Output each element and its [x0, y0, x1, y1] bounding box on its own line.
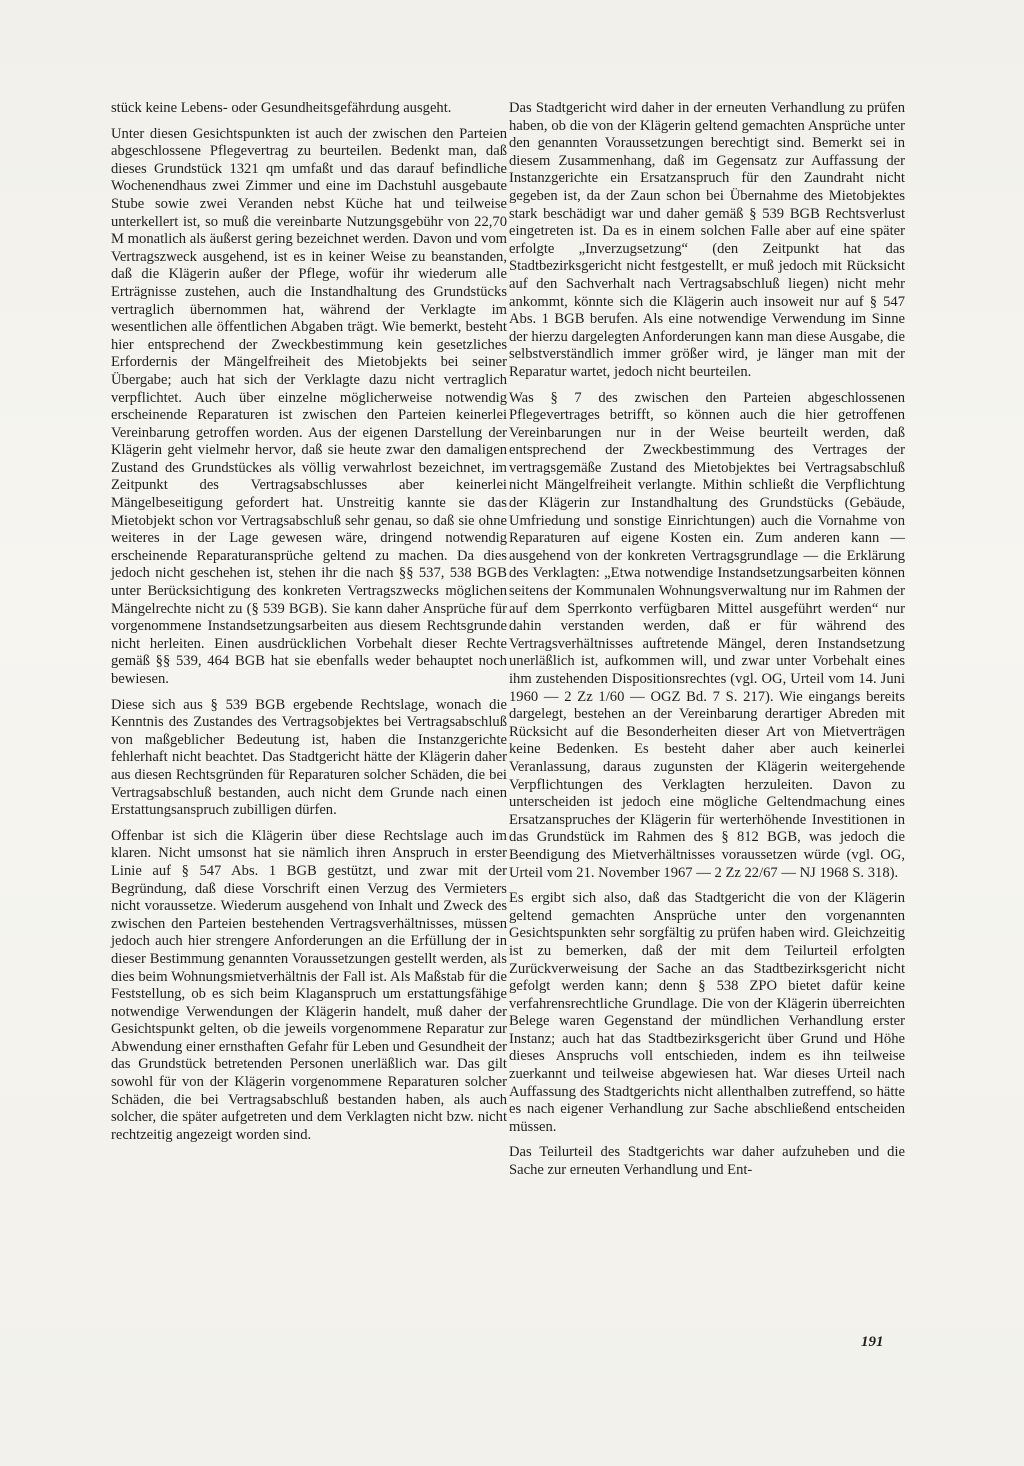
paragraph: Das Teilurteil des Stadtgerichts war daher aufzuheben und die Sache zur erneuten Verhandlung und Ent- — [509, 1144, 905, 1179]
paragraph: Was § 7 des zwischen den Parteien abgeschlossenen Pflegevertrages betrifft, so können auch die hier getroffenen Vereinbarungen nur in der Weise beurteilt werden, daß entsprechend der Zweckbestimmung des Vertrages der vertragsgemäße Zustand des Mietobjektes bei Vertragsabschluß nicht Mängelfreiheit verlangte. Mithin schließt die Verpflichtung der Klägerin zur Instandhaltung des Grundstücks (Gebäude, Umfriedung und sonstige Einrichtungen) auch die Vornahme von Reparaturen auf eigene Kosten ein. Zum anderen kann — ausgehend von der konkreten Vertragsgrundlage — die Erklärung des Verklagten: „Etwa notwendige Instandsetzungsarbeiten können seitens der Kommunalen Wohnungsverwaltung nur im Rahmen der auf dem Sperrkonto verfügbaren Mittel ausgeführt werden“ nur dahin verstanden werden, daß er für während des Vertragsverhältnisses auftretende Mängel, deren Instandsetzung unerläßlich ist, aufkommen will, und zwar unter Vorbehalt eines ihm zustehenden Dispositionsrechtes (vgl. OG, Urteil vom 14. Juni 1960 — 2 Zz 1/60 — OGZ Bd. 7 S. 217). Wie eingangs bereits dargelegt, bestehen an der Vereinbarung derartiger Abreden mit Rücksicht auf die Besonderheiten dieser Art von Mietverträgen keine Bedenken. Es besteht daher aber auch keinerlei Veranlassung, daraus zugunsten der Klägerin weitergehende Verpflichtungen des Verklagten herzuleiten. Davon zu unterscheiden ist jedoch eine mögliche Geltendmachung eines Ersatzanspruches der Klägerin für werterhöhende Investitionen in das Grundstück im Rahmen des § 812 BGB, was jedoch die Beendigung des Mietverhältnisses voraussetzen würde (vgl. OG, Urteil vom 21. November 1967 — 2 Zz 22/67 — NJ 1968 S. 318). — [509, 389, 905, 881]
paragraph: Das Stadtgericht wird daher in der erneuten Verhandlung zu prüfen haben, ob die von der Klägerin geltend gemachten Ansprüche unter den genannten Voraussetzungen berechtigt sind. Bemerkt sei in diesem Zusammenhang, daß im Gegensatz zur Auffassung der Instanzgerichte ein Ersatzanspruch für den Zaundraht nicht gegeben ist, da der Zaun schon bei Übernahme des Mietobjektes stark beschädigt war und daher gemäß § 539 BGB Rechtsverlust eingetreten ist. Da es in einem solchen Falle aber auf eine später erfolgte „Inverzugsetzung“ (den Zeitpunkt hat das Stadtbezirksgericht nicht festgestellt, er muß jedoch mit Rücksicht auf den Sachverhalt nach Vertragsabschluß liegen) nicht mehr ankommt, könnte sich die Klägerin auch insoweit nur auf § 547 Abs. 1 BGB berufen. Als eine notwendige Verwendung im Sinne der hierzu dargelegten Anforderungen kann man diese Ausgabe, die selbstverständlich immer größer wird, je länger man mit der Reparatur wartet, jedoch nicht beurteilen. — [509, 100, 905, 380]
paragraph: Unter diesen Gesichtspunkten ist auch der zwischen den Parteien abgeschlossene Pflegevertrag zu beurteilen. Bedenkt man, daß dieses Grundstück 1321 qm umfaßt und das darauf befindliche Wochenendhaus zwei Zimmer und eine im Dachstuhl ausgebaute Stube sowie zwei Veranden nebst Küche hat und teilweise unterkellert ist, so muß die vereinbarte Nutzungsgebühr von 22,70 M monatlich als äußerst gering bezeichnet werden. Davon und vom Vertragszweck ausgehend, ist es in keiner Weise zu beanstanden, daß die Klägerin außer der Pflege, wofür ihr wiederum alle Erträgnisse zustehen, auch die Instandhaltung des Grundstücks vertraglich übernommen hat, während der Verklagte im wesentlichen alle öffentlichen Abgaben trägt. Wie bemerkt, besteht hier entsprechend der Zweckbestimmung kein gesetzliches Erfordernis der Mängelfreiheit des Mietobjekts bei seiner Übergabe; auch hat sich der Verklagte dazu nicht vertraglich verpflichtet. Auch über einzelne möglicherweise notwendig erscheinende Reparaturen ist zwischen den Parteien keinerlei Vereinbarung getroffen worden. Aus der eigenen Darstellung der Klägerin geht vielmehr hervor, daß sie heute zwar den damaligen Zustand des Grundstückes als völlig verwahrlost bezeichnet, im Zeitpunkt des Vertragsabschlusses aber keinerlei Mängelbeseitigung gefordert hat. Unstreitig kannte sie das Mietobjekt schon vor Vertragsabschluß sehr genau, so daß sie ohne weiteres in der Lage gewesen wäre, dringend notwendig erscheinende Reparaturansprüche geltend zu machen. Da dies jedoch nicht geschehen ist, stehen ihr die nach §§ 537, 538 BGB unter Berücksichtigung des konkreten Vertragszwecks möglichen Mängelrechte nicht zu (§ 539 BGB). Sie kann daher Ansprüche für vorgenommene Instandsetzungsarbeiten aus diesem Rechtsgrunde nicht herleiten. Einen ausdrücklichen Vorbehalt dieser Rechte gemäß §§ 539, 464 BGB hat sie ebenfalls weder behauptet noch bewiesen. — [111, 125, 507, 687]
left-column — [111, 100, 507, 1152]
paragraph: stück keine Lebens- oder Gesundheitsgefährdung ausgeht. — [111, 100, 452, 116]
paragraph: Diese sich aus § 539 BGB ergebende Rechtslage, wonach die Kenntnis des Zustandes des Vertragsobjektes bei Vertragsabschluß von maßgeblicher Bedeutung ist, haben die Instanzgerichte fehlerhaft nicht beachtet. Das Stadtgericht hätte der Klägerin daher aus diesen Rechtsgründen für Reparaturen solcher Schäden, die bei Vertragsabschluß bestanden, auch nicht dem Grunde nach einen Erstattungsanspruch zubilligen dürfen. — [111, 696, 507, 819]
right-column — [509, 100, 905, 1188]
paragraph: Offenbar ist sich die Klägerin über diese Rechtslage auch im klaren. Nicht umsonst hat sie nämlich ihren Anspruch in erster Linie auf § 547 Abs. 1 BGB gestützt, und zwar mit der Begründung, daß diese Vorschrift einen Verzug des Vermieters nicht voraussetze. Wiederum ausgehend von Inhalt und Zweck des zwischen den Parteien bestehenden Vertragsverhältnisses, müssen jedoch auch hier strengere Anforderungen an die Erfüllung der in dieser Bestimmung genannten Voraussetzungen gestellt werden, als dies beim Wohnungsmietverhältnis der Fall ist. Als Maßstab für die Feststellung, ob es sich beim Klaganspruch um erstattungsfähige notwendige Verwendungen der Klägerin handelt, muß daher der Gesichtspunkt gelten, ob die jeweils vorgenommene Reparatur zur Abwendung einer ernsthaften Gefahr für Leben und Gesundheit der das Grundstück betretenden Personen unerläßlich war. Das gilt sowohl für von der Klägerin vorgenommene Reparaturen solcher Schäden, die bei Vertragsabschluß bestanden haben, als auch solcher, die später aufgetreten und dem Verklagten nicht bzw. nicht rechtzeitig angezeigt worden sind. — [111, 827, 507, 1143]
paragraph: Es ergibt sich also, daß das Stadtgericht die von der Klägerin geltend gemachten Ansprüche unter den vorgenannten Gesichtspunkten sehr sorgfältig zu prüfen haben wird. Gleichzeitig ist zu bemerken, daß der mit dem Teilurteil erfolgten Zurückverweisung der Sache an das Stadtbezirksgericht nicht gefolgt werden kann; denn § 538 ZPO bietet dafür keine verfahrensrechtliche Grundlage. Die von der Klägerin überreichten Belege waren Gegenstand der mündlichen Verhandlung erster Instanz; auch hat das Stadtbezirksgericht über Grund und Höhe dieses Anspruchs voll entschieden, indem es ihn teilweise zuerkannt und teilweise abgewiesen hat. War dieses Urteil nach Auffassung des Stadtgerichts nicht allenthalben zutreffend, so hätte es nach eigener Verhandlung zur Sache abschließend entscheiden müssen. — [509, 890, 905, 1135]
page-number: 191 — [861, 1334, 884, 1350]
